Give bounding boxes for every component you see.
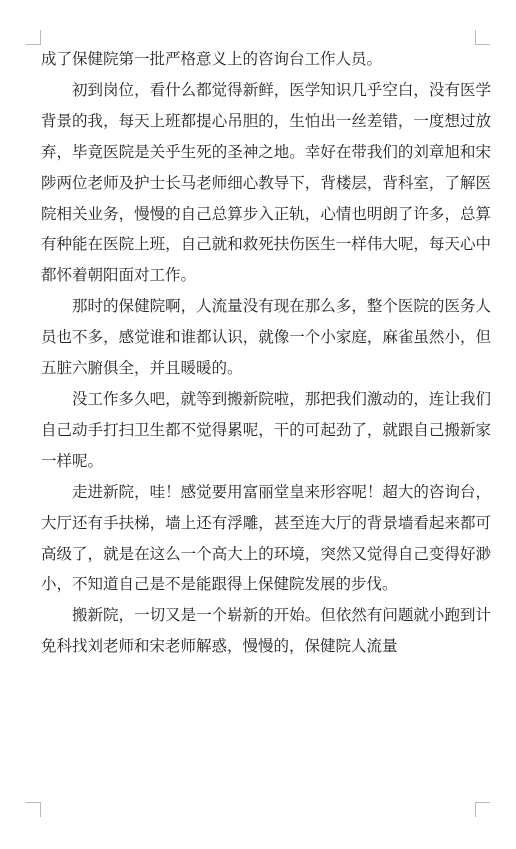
paragraph: 搬新院，一切又是一个崭新的开始。但依然有问题就小跑到计免科找刘老师和宋老师解惑，慢慢的，保健院人流量 — [41, 606, 491, 656]
paragraph: 没工作多久吧，就等到搬新院啦，那把我们激动的，连让我们自己动手打扫卫生都不觉得累呢，干的可起劲了，就跟自己搬新家一样呢。 — [41, 389, 491, 470]
margin-mark-top-left — [26, 30, 41, 45]
document-body[interactable] — [41, 44, 491, 662]
paragraph: 走进新院，哇！感觉要用富丽堂皇来形容呢！超大的咨询台，大厅还有手扶梯，墙上还有浮雕，甚至连大厅的背景墙看起来都可高级了，就是在这么一个高大上的环境，突然又觉得自己变得好渺小，不知道自己是不是能跟得上保健院发展的步伐。 — [41, 482, 491, 594]
margin-mark-bottom-left — [26, 802, 41, 817]
margin-mark-bottom-right — [475, 802, 490, 817]
paragraph: 初到岗位，看什么都觉得新鲜，医学知识几乎空白，没有医学背景的我，每天上班都提心吊胆的，生怕出一丝差错，一度想过放弃，毕竟医院是关乎生死的圣神之地。幸好在带我们的刘章旭和宋陟两位老师及护士长马老师细心教导下，背楼层，背科室，了解医院相关业务，慢慢的自己总算步入正轨，心情也明朗了许多，总算有种能在医院上班，自己就和救死扶伤医生一样伟大呢，每天心中都怀着朝阳面对工作。 — [41, 80, 491, 285]
paragraph: 成了保健院第一批严格意义上的咨询台工作人员。 — [41, 50, 383, 68]
paragraph: 那时的保健院啊，人流量没有现在那么多，整个医院的医务人员也不多，感觉谁和谁都认识，就像一个小家庭，麻雀虽然小，但五脏六腑俱全，并且暖暖的。 — [41, 297, 491, 378]
margin-mark-top-right — [475, 30, 490, 45]
